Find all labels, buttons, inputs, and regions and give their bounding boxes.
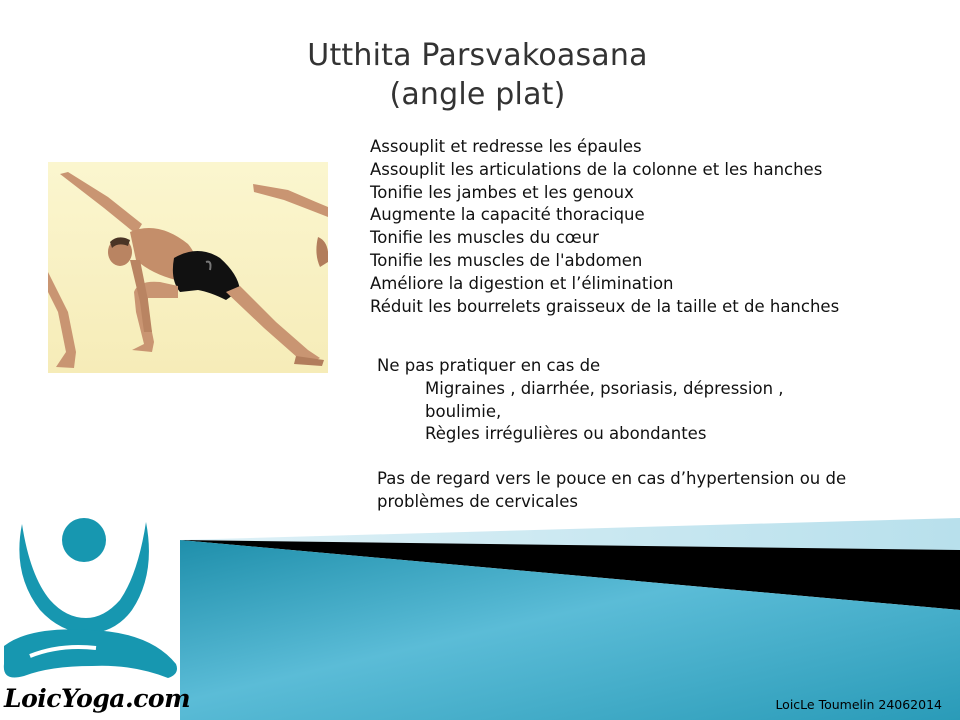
benefits-list bbox=[370, 136, 930, 318]
benefit-item: Tonifie les muscles de l'abdomen bbox=[370, 250, 643, 270]
title-line-1: Utthita Parsvakoasana bbox=[307, 38, 648, 73]
caution-note-line-2: problèmes de cervicales bbox=[377, 491, 579, 511]
benefit-item: Tonifie les jambes et les genoux bbox=[370, 182, 634, 202]
benefit-item: Augmente la capacité thoracique bbox=[370, 205, 645, 225]
spacer bbox=[377, 446, 917, 468]
benefit-item: Tonifie les muscles du cœur bbox=[370, 228, 599, 248]
yoga-pose-illustration bbox=[48, 162, 328, 373]
caution-note-line-1: Pas de regard vers le pouce en cas d’hypertension ou de bbox=[377, 469, 847, 489]
contraindications-block bbox=[377, 355, 917, 514]
benefit-item: Réduit les bourrelets graisseux de la taille et de hanches bbox=[370, 296, 840, 316]
title-line-2: (angle plat) bbox=[389, 77, 566, 112]
benefit-item: Assouplit les articulations de la colonne et les hanches bbox=[370, 159, 823, 179]
benefit-item: Assouplit et redresse les épaules bbox=[370, 137, 642, 156]
footer-credit: LoicLe Toumelin 24062014 bbox=[775, 697, 942, 712]
logo-wordmark: LoicYoga.com bbox=[4, 684, 191, 713]
contraindication-item: Migraines , diarrhée, psoriasis, dépression , bbox=[425, 378, 784, 398]
contraindications-heading: Ne pas pratiquer en cas de bbox=[377, 356, 601, 375]
contraindication-item-continued: boulimie, bbox=[425, 401, 502, 421]
pose-photo bbox=[48, 162, 328, 373]
benefit-item: Améliore la digestion et l’élimination bbox=[370, 273, 674, 293]
slide-title bbox=[230, 36, 725, 114]
contraindication-item: Règles irrégulières ou abondantes bbox=[425, 424, 707, 444]
